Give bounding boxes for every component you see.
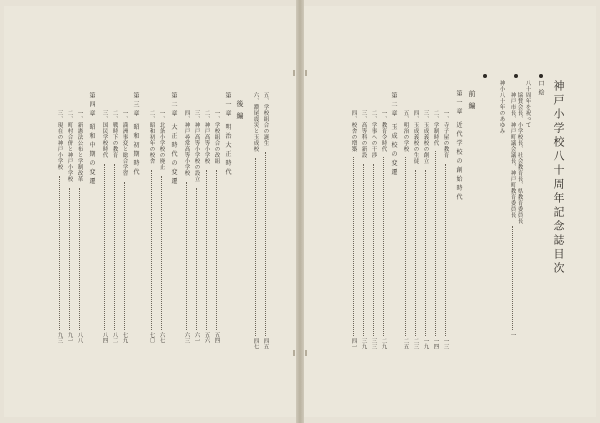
page-number: 二九 [380, 338, 387, 349]
toc-entry: 一、北条小学校の廃止 [158, 110, 165, 170]
toc-entry: 一、新憲法公布と学制改革 [76, 110, 83, 182]
toc-entry: 一、満洲事変と総合学習 [121, 110, 128, 176]
toc-entry: 五、学校組合の誕生 [262, 92, 269, 146]
dot-leader [69, 188, 70, 330]
chapter-heading: 第四章 昭和中期の変遷 [88, 92, 95, 187]
dot-leader [435, 151, 436, 336]
toc-entry: 四、校舎の増築 [350, 110, 357, 152]
page-number: 四一 [350, 338, 357, 349]
toc-entry: 三、玉成義校の創立 [422, 110, 429, 164]
dot-leader [445, 164, 446, 336]
chapter-heading: 第二章 大正時代の変遷 [170, 92, 177, 187]
toc-entry: 一、寺子屋の教育 [442, 110, 449, 158]
toc-entry: 神戸市長、神戸町議会議長、神戸町教育委員長 [509, 92, 516, 218]
dot-leader [196, 188, 197, 330]
page-number: 四五 [262, 338, 269, 349]
dot-leader [265, 152, 266, 336]
page-number: 五六 [203, 332, 210, 343]
page-edge-mark [305, 70, 307, 76]
dot-leader [255, 158, 256, 336]
page-edge-mark [293, 70, 295, 76]
page-number: 四七 [252, 338, 259, 349]
toc-entry: 二、神戸高等小学校 [203, 110, 210, 164]
toc-entry: 一、学校組合の改組 [213, 110, 220, 164]
toc-entry: 二、学制時代 [432, 110, 439, 146]
toc-heading: 八十周年を祝って [524, 80, 531, 128]
toc-entry: 一、教育令時代 [380, 110, 387, 152]
page-number: 一四 [432, 338, 439, 349]
document-title: 神戸小学校八十周年記念誌目次 [552, 80, 565, 276]
toc-entry: 二、町村合併と神戸小学校 [66, 110, 73, 182]
page-number: 八八 [76, 332, 83, 343]
page-edge-mark [305, 350, 307, 356]
dot-leader [114, 164, 115, 330]
page-number: 七〇 [148, 332, 155, 343]
page-number: 二五 [402, 338, 409, 349]
page-number: 八四 [101, 332, 108, 343]
bullet-icon [514, 74, 518, 78]
toc-entry: 二、戦時下の教育 [111, 110, 118, 158]
toc-entry: 五、明治の学校 [402, 110, 409, 152]
toc-heading: 神小八十年のあゆみ [498, 80, 505, 134]
page-number: 六一 [193, 332, 200, 343]
page-number: 五四 [213, 332, 220, 343]
chapter-heading: 第二章 玉成校の変遷 [390, 92, 397, 178]
page-number: 六七 [158, 332, 165, 343]
page-number: 九三 [56, 332, 63, 343]
dot-leader [161, 176, 162, 330]
book-gutter [296, 0, 304, 423]
page-number: 六三 [183, 332, 190, 343]
toc-heading: 口絵 [537, 80, 544, 98]
toc-entry: 二、昭和初年の校舎 [148, 110, 155, 164]
page-number: 一三 [442, 338, 449, 349]
toc-heading: 協賛会長、小学校長、社会教育長、県教育委員長 [516, 92, 523, 224]
page-number: 八二 [111, 332, 118, 343]
section-heading: 後編 [236, 100, 244, 124]
toc-entry: 三、国民学校時代 [101, 110, 108, 158]
toc-entry: 二、学事への干渉 [370, 110, 377, 158]
bullet-icon [539, 74, 543, 78]
page-edge-mark [293, 350, 295, 356]
page-number: 三九 [360, 338, 367, 349]
page-number: 三三 [370, 338, 377, 349]
dot-leader [415, 170, 416, 336]
dot-leader [373, 164, 374, 336]
toc-heading: 前編 [468, 90, 476, 114]
toc-entry: 三、神戸高等小学校の設立 [193, 110, 200, 182]
dot-leader [512, 226, 513, 330]
page-number: 一九 [422, 338, 429, 349]
page-number: 二三 [412, 338, 419, 349]
dot-leader [59, 176, 60, 330]
chapter-heading: 第三章 昭和初期時代 [132, 92, 139, 178]
toc-entry: 四、玉成義校の生徒 [412, 110, 419, 164]
dot-leader [216, 170, 217, 330]
dot-leader [363, 164, 364, 336]
toc-entry: 六、濃尾震災と玉成校 [252, 92, 259, 152]
dot-leader [124, 182, 125, 330]
dot-leader [353, 157, 354, 336]
dot-leader [79, 188, 80, 330]
toc-heading: 第一章 近代学校の創始時代 [455, 90, 462, 203]
bullet-icon [483, 74, 487, 78]
dot-leader [425, 170, 426, 336]
page-number: 一 [509, 332, 516, 338]
dot-leader [405, 157, 406, 336]
dot-leader [186, 182, 187, 330]
dot-leader [206, 170, 207, 330]
dot-leader [383, 157, 384, 336]
page-number: 七九 [121, 332, 128, 343]
toc-entry: 三、高等科の新設 [360, 110, 367, 158]
chapter-heading: 第一章 明治大正時代 [224, 92, 231, 178]
dot-leader [151, 170, 152, 330]
page-number: 九一 [66, 332, 73, 343]
toc-entry: 四、神戸尋常高等小学校 [183, 110, 190, 176]
toc-entry: 三、現在の神戸小学校 [56, 110, 63, 170]
dot-leader [104, 164, 105, 330]
